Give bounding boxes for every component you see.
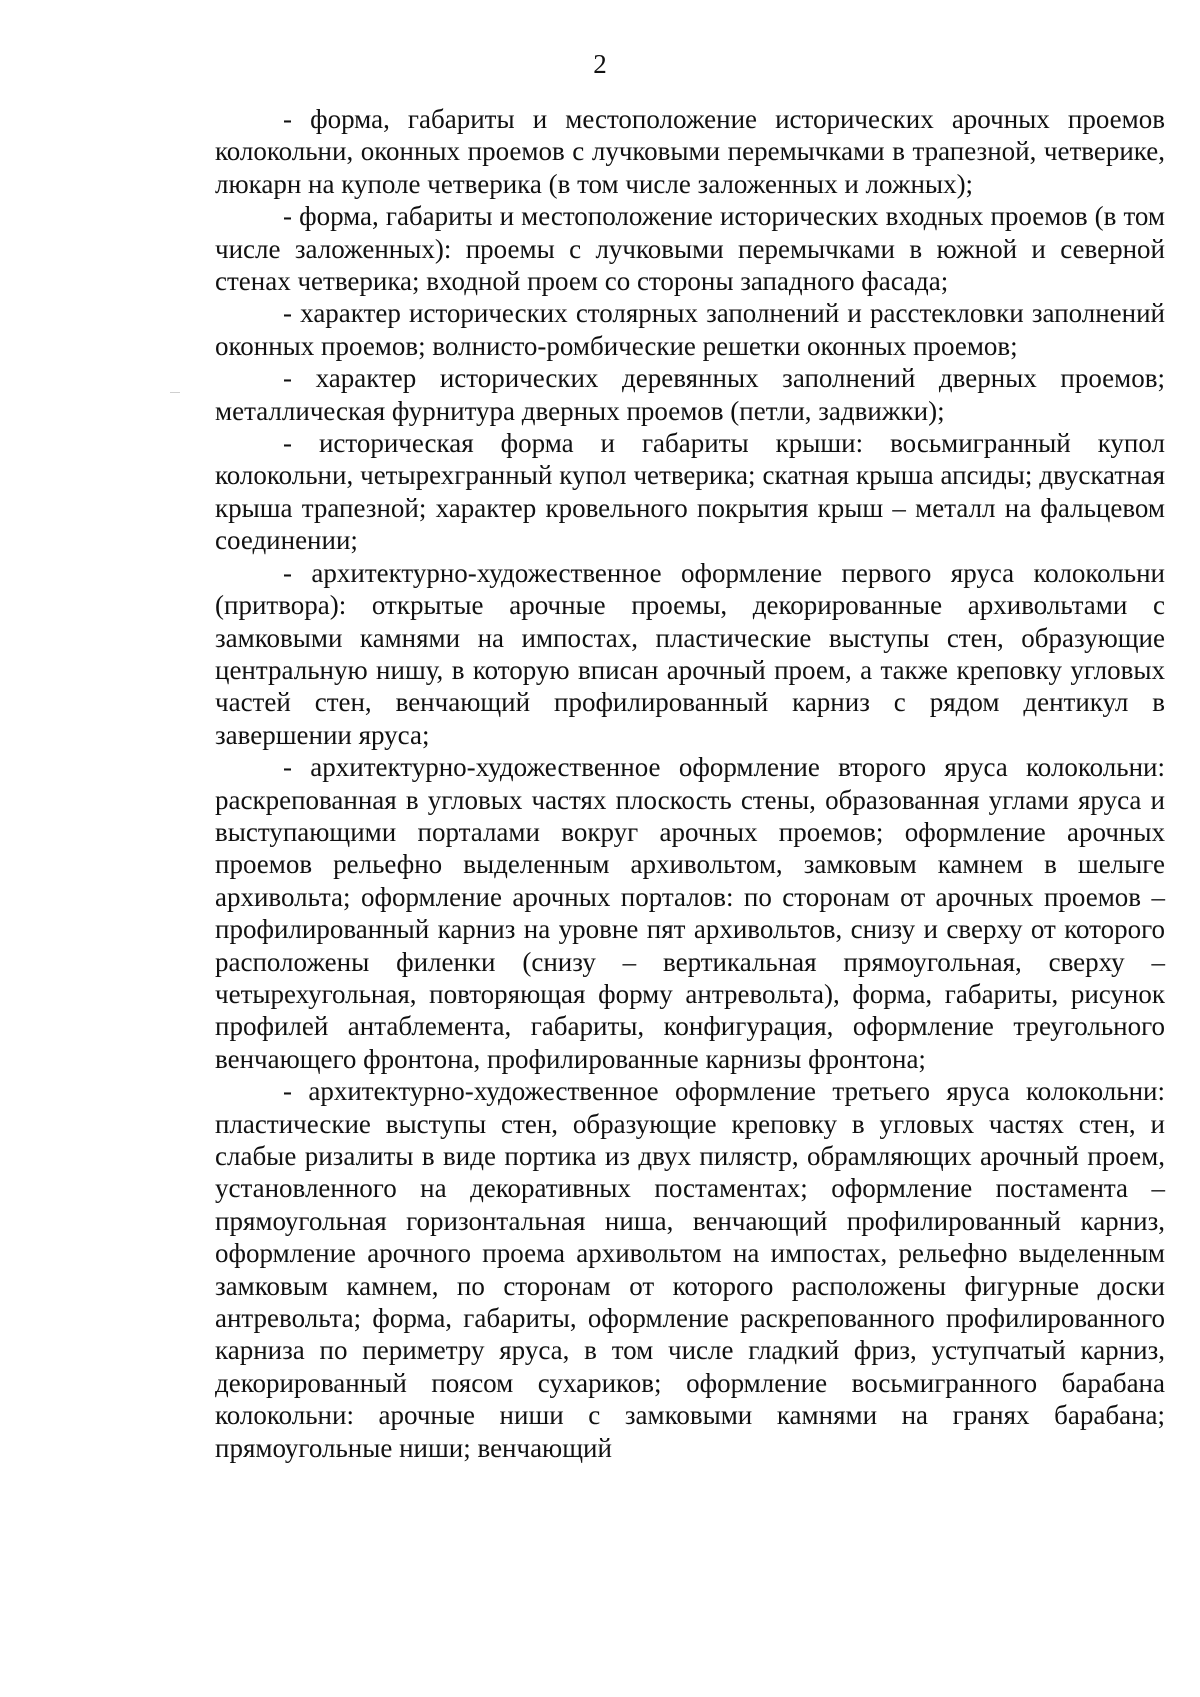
paragraph-door-fillings: - характер исторических деревянных заполнений дверных проемов; металлическая фурнитура дверных проемов (петли, задвижки); (215, 363, 1165, 426)
document-body (215, 103, 1165, 1464)
paragraph-roof-form: - историческая форма и габариты крыши: восьмигранный купол колокольни, четырехгранный купол четверика; скатная крыша апсиды; двускатная крыша трапезной; характер кровельного покрытия крыш – металл на фальцевом соединении; (215, 428, 1165, 556)
paragraph-second-tier: - архитектурно-художественное оформление второго яруса колокольни: раскрепованная в угловых частях плоскость стены, образованная углами яруса и выступающими порталами вокруг арочных проемов; оформление арочных проемов рельефно выделенным архивольтом, замковым камнем в шелыге архивольта; оформление арочных порталов: по сторонам от арочных проемов – профилированный карниз на уровне пят архивольтов, снизу и сверху от которого расположены филенки (снизу – вертикальная прямоугольная, сверху – четырехугольная, повторяющая форму антревольта), форма, габариты, рисунок профилей антаблемента, габариты, конфигурация, оформление треугольного венчающего фронтона, профилированные карнизы фронтона; (215, 752, 1165, 1074)
scan-artifact-mark (170, 392, 180, 393)
paragraph-first-tier: - архитектурно-художественное оформление первого яруса колокольни (притвора): открытые арочные проемы, декорированные архивольтами с замковыми камнями на импостах, пластические выступы стен, образующие центральную нишу, в которую вписан арочный проем, а также креповку угловых частей стен, венчающий профилированный карниз с рядом дентикул в завершении яруса; (215, 557, 1165, 750)
paragraph-third-tier: - архитектурно-художественное оформление третьего яруса колокольни: пластические выступы стен, образующие креповку в угловых частях стен, и слабые ризалиты в виде портика из двух пилястр, обрамляющих арочный проем, установленного на декоративных постаментах; оформление постамента – прямоугольная горизонтальная ниша, венчающий профилированный карниз, оформление арочного проема архивольтом на импостах, рельефно выделенным замковым камнем, по сторонам от которого расположены фигурные доски антревольта; форма, габариты, оформление раскрепованного профилированного карниза по периметру яруса, в том числе гладкий фриз, уступчатый карниз, декорированный поясом сухариков; оформление восьмигранного барабана колокольни: арочные ниши с замковыми камнями на гранях барабана; прямоугольные ниши; венчающий (215, 1076, 1165, 1463)
page-number: 2 (593, 49, 607, 79)
paragraph-window-fillings: - характер исторических столярных заполнений и расстекловки заполнений оконных проемов; волнисто-ромбические решетки оконных проемов; (215, 298, 1165, 361)
paragraph-entrance-openings: - форма, габариты и местоположение исторических входных проемов (в том числе заложенных): проемы с лучковыми перемычками в южной и северной стенах четверика; входной проем со стороны западного фасада; (215, 201, 1165, 297)
paragraph-window-openings: - форма, габариты и местоположение исторических арочных проемов колокольни, оконных проемов с лучковыми перемычками в трапезной, четверике, люкарн на куполе четверика (в том числе заложенных и ложных); (215, 104, 1165, 199)
